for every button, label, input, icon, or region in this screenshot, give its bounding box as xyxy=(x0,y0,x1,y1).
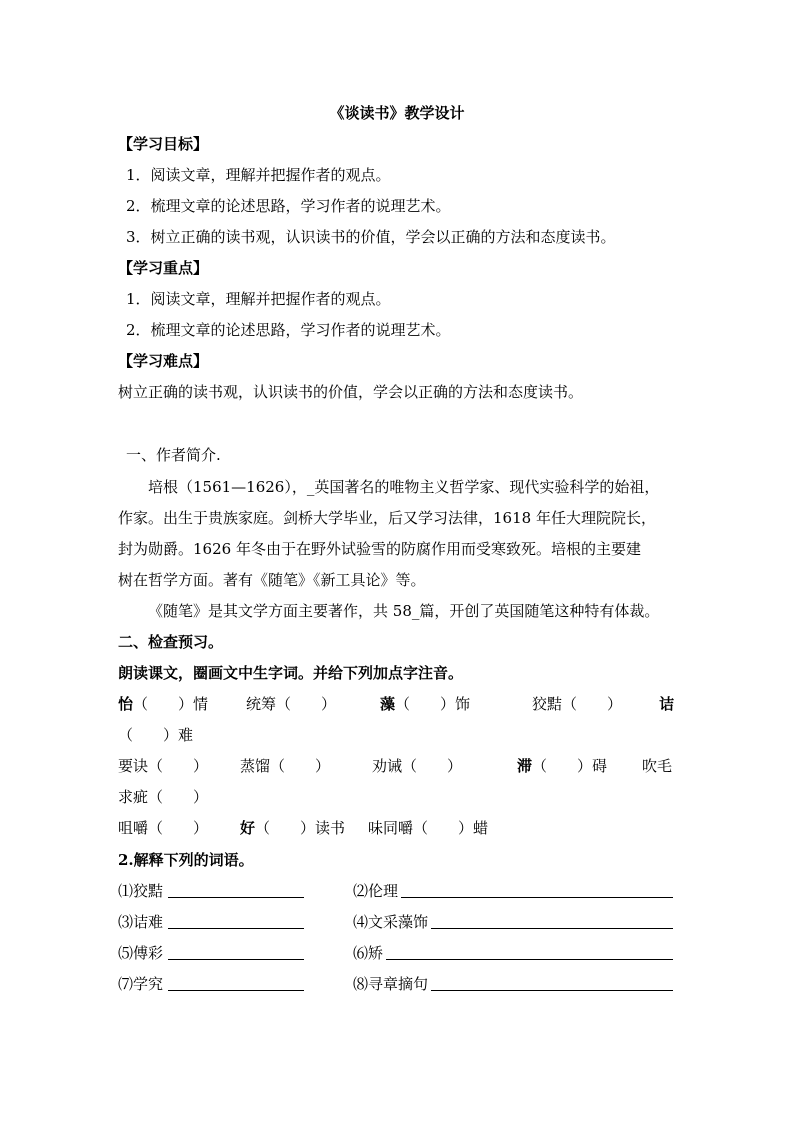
answer-blank[interactable] xyxy=(431,912,673,929)
word-jienan-end: （ ）难 xyxy=(118,726,194,744)
answer-blank[interactable] xyxy=(168,974,304,991)
document-title: 《谈读书》教学设计 xyxy=(329,104,465,122)
word-zaoshi xyxy=(380,694,470,714)
focus-item-1: 1．阅读文章，理解并把握作者的观点。 xyxy=(126,290,391,308)
term-label: ⑻寻章摘句 xyxy=(353,975,429,993)
focus-heading: 【学习重点】 xyxy=(118,259,209,277)
term-label: ⑸傅彩 xyxy=(118,944,164,962)
focus-item-2: 2．梳理文章的论述思路，学习作者的说理艺术。 xyxy=(126,321,451,339)
answer-blank[interactable] xyxy=(168,943,304,960)
term-label: ⑹矫 xyxy=(353,944,384,962)
word-qiuci: 求疵（ ） xyxy=(118,788,209,806)
word-jujue: 咀嚼（ ） xyxy=(118,819,209,837)
dotted-char: 怡 xyxy=(118,695,134,713)
pinyin-row-2 xyxy=(118,756,678,776)
term-label: ⑵伦理 xyxy=(353,882,399,900)
term-row-3 xyxy=(118,943,678,963)
word-rest: （ ）情 xyxy=(133,695,209,713)
term-label: ⑶诘难 xyxy=(118,913,164,931)
term-label: ⑺学究 xyxy=(118,975,164,993)
term-row-1 xyxy=(118,881,678,901)
dotted-char: 好 xyxy=(240,819,256,837)
answer-blank[interactable] xyxy=(431,974,673,991)
answer-blank[interactable] xyxy=(386,943,673,960)
goals-heading: 【学习目标】 xyxy=(118,135,209,153)
dotted-char: 藻 xyxy=(380,695,396,713)
term-row-2 xyxy=(118,912,678,932)
section1-heading: 一、作者简介. xyxy=(126,446,221,464)
answer-blank[interactable] xyxy=(168,912,304,929)
word-yaojue: 要诀（ ） xyxy=(118,757,209,775)
pinyin-row-3 xyxy=(118,818,678,838)
difficulty-text: 树立正确的读书观，认识读书的价值，学会以正确的方法和态度读书。 xyxy=(118,383,584,401)
word-weitongjuela: 味同嚼（ ）蜡 xyxy=(368,819,489,837)
word-tongchou: 统筹（ ） xyxy=(246,695,337,713)
word-chuimao-start: 吹毛 xyxy=(642,757,673,775)
section2-instruction: 朗读课文，圈画文中生字词。并给下列加点字注音。 xyxy=(118,664,464,682)
difficulty-heading: 【学习难点】 xyxy=(118,352,209,370)
answer-blank[interactable] xyxy=(401,881,673,898)
answer-blank[interactable] xyxy=(168,881,304,898)
word-rest: （ ）读书 xyxy=(255,819,346,837)
bio-line-3: 封为勋爵。1626 年冬由于在野外试验雪的防腐作用而受寒致死。培根的主要建 xyxy=(118,540,641,558)
word-jienan-start: 诘 xyxy=(659,695,675,713)
explain-heading: 2.解释下列的词语。 xyxy=(118,851,254,869)
word-jiaoxia: 狡黠（ ） xyxy=(532,695,623,713)
bio-paragraph-2: 《随笔》是其文学方面主要著作，共 58_篇，开创了英国随笔这种特有体裁。 xyxy=(148,602,660,620)
word-haodushu xyxy=(240,818,345,838)
goals-item-3: 3．树立正确的读书观，认识读书的价值，学会以正确的方法和态度读书。 xyxy=(126,228,616,246)
word-quanjie: 劝诫（ ） xyxy=(372,757,463,775)
word-yiqing xyxy=(118,694,208,714)
word-zhengliu: 蒸馏（ ） xyxy=(240,757,331,775)
bio-line-1: 培根（1561—1626），_英国著名的唯物主义哲学家、现代实验科学的始祖， xyxy=(148,478,660,496)
term-label: ⑴狡黠 xyxy=(118,882,164,900)
section2-heading: 二、检查预习。 xyxy=(118,633,224,651)
goals-item-1: 1．阅读文章，理解并把握作者的观点。 xyxy=(126,166,391,184)
bio-line-2: 作家。出生于贵族家庭。剑桥大学毕业，后又学习法律，1618 年任大理院院长， xyxy=(118,509,656,527)
bio-line-4: 树在哲学方面。著有《随笔》《新工具论》等。 xyxy=(118,571,426,589)
pinyin-row-1 xyxy=(118,694,678,714)
goals-item-2: 2．梳理文章的论述思路，学习作者的说理艺术。 xyxy=(126,197,451,215)
word-rest: （ ）碍 xyxy=(532,757,608,775)
term-row-4 xyxy=(118,974,678,994)
word-rest: （ ）饰 xyxy=(395,695,471,713)
word-zhiai xyxy=(517,756,607,776)
term-label: ⑷文采藻饰 xyxy=(353,913,429,931)
dotted-char: 滞 xyxy=(517,757,533,775)
